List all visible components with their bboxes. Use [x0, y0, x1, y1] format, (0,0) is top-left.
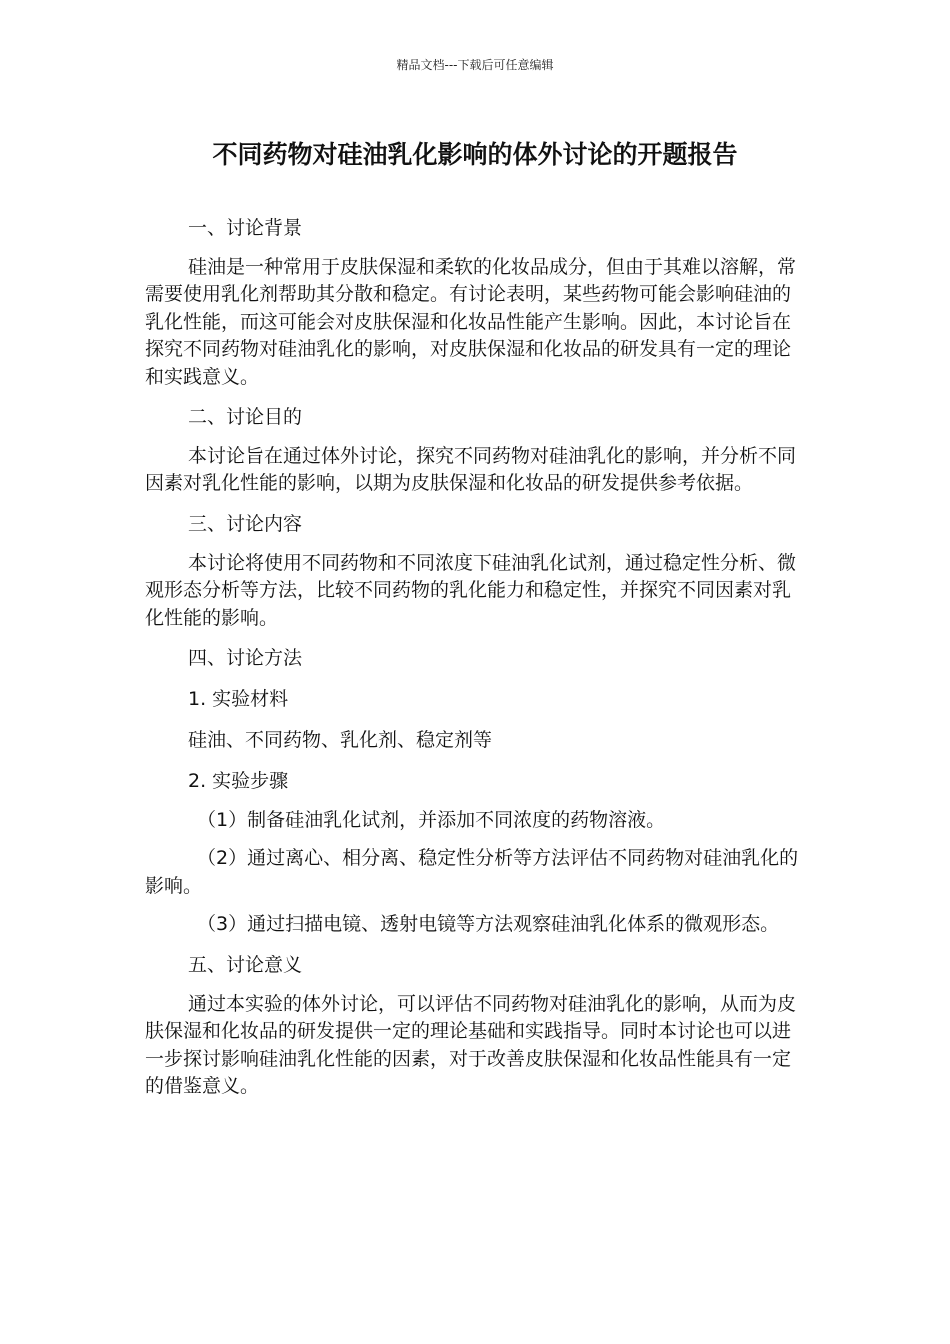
materials-heading: 1. 实验材料 — [188, 688, 289, 711]
step-item-1: （1）制备硅油乳化试剂，并添加不同浓度的药物溶液。 — [197, 809, 666, 832]
section-body-content: 本讨论将使用不同药物和不同浓度下硅油乳化试剂，通过稳定性分析、微观形态分析等方法，比较不同药物的乳化能力和稳定性，并探究不同因素对乳化性能的影响。 — [145, 551, 797, 629]
section-heading-purpose: 二、讨论目的 — [188, 406, 303, 429]
section-heading-background: 一、讨论背景 — [188, 217, 303, 239]
section-heading-significance: 五、讨论意义 — [188, 953, 303, 976]
section-body-significance: 通过本实验的体外讨论，可以评估不同药物对硅油乳化的影响，从而为皮肤保湿和化妆品的研发提供一定的理论基础和实践指导。同时本讨论也可以进一步探讨影响硅油乳化性能的因素，对于改善皮肤保湿和化妆品性能具有一定的借鉴意义。 — [145, 992, 797, 1097]
section-body-background: 硅油是一种常用于皮肤保湿和柔软的化妆品成分，但由于其难以溶解，常需要使用乳化剂帮助其分散和稳定。有讨论表明，某些药物可能会影响硅油的乳化性能，而这可能会对皮肤保湿和化妆品性能产生影响。因此，本讨论旨在探究不同药物对硅油乳化的影响，对皮肤保湿和化妆品的研发具有一定的理论和实践意义。 — [145, 256, 797, 388]
document-body — [145, 213, 805, 1111]
steps-heading: 2. 实验步骤 — [188, 770, 289, 793]
page-header: 精品文档---下载后可任意编辑 — [396, 58, 554, 72]
step-item-2: （2）通过离心、相分离、稳定性分析等方法评估不同药物对硅油乳化的影响。 — [145, 847, 799, 897]
section-body-purpose: 本讨论旨在通过体外讨论，探究不同药物对硅油乳化的影响，并分析不同因素对乳化性能的影响，以期为皮肤保湿和化妆品的研发提供参考依据。 — [145, 445, 797, 495]
section-heading-content: 三、讨论内容 — [188, 512, 303, 535]
step-item-3: （3）通过扫描电镜、透射电镜等方法观察硅油乳化体系的微观形态。 — [197, 913, 780, 936]
document-title: 不同药物对硅油乳化影响的体外讨论的开题报告 — [212, 140, 738, 169]
section-heading-method: 四、讨论方法 — [188, 647, 303, 670]
materials-list: 硅油、不同药物、乳化剂、稳定剂等 — [188, 729, 493, 752]
